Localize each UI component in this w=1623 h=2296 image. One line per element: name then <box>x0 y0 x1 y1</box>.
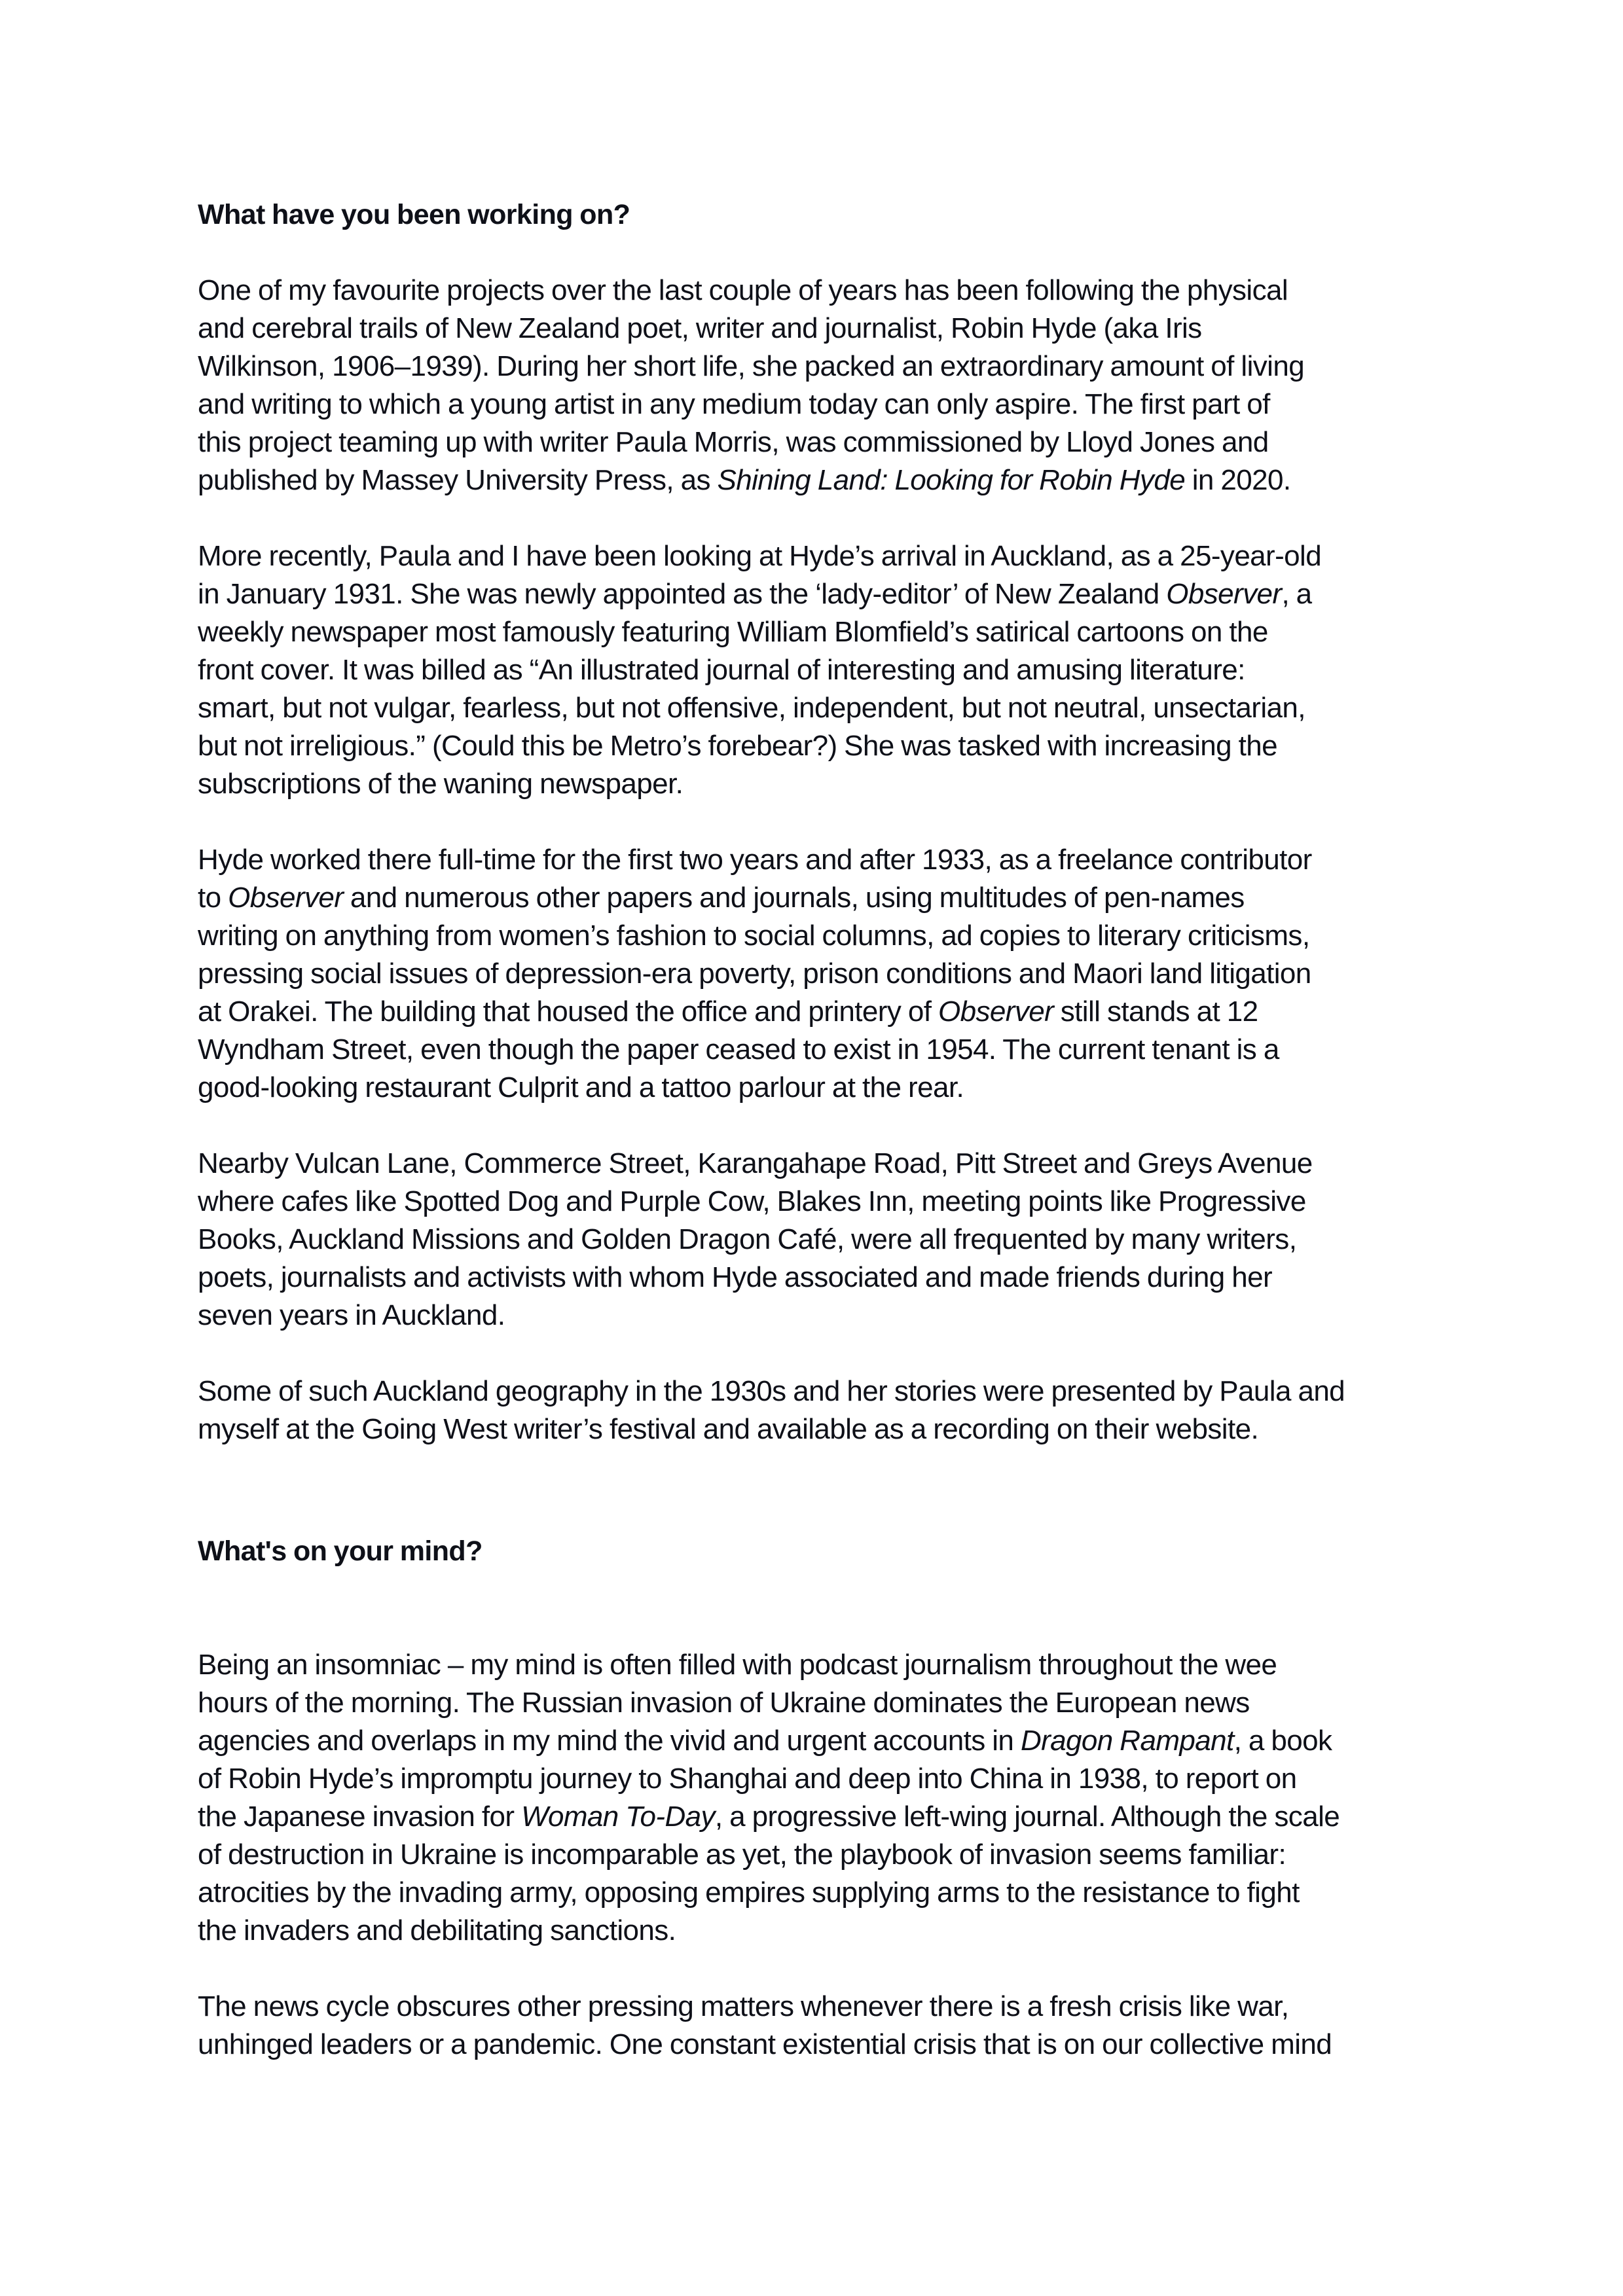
paragraph-line <box>198 917 1309 955</box>
italic-title-text: Dragon Rampant <box>1020 1724 1234 1757</box>
body-text: Books, Auckland Missions and Golden Dragon Café, were all frequented by many writers, <box>198 1223 1297 1255</box>
paragraph-line <box>198 461 1290 499</box>
paragraph-line <box>198 423 1269 461</box>
body-text: of destruction in Ukraine is incomparable as yet, the playbook of invasion seems familiar: <box>198 1838 1286 1871</box>
paragraph-line <box>198 1836 1286 1874</box>
section-heading: What's on your mind? <box>198 1535 483 1567</box>
paragraph-line <box>198 727 1277 765</box>
paragraph-line <box>198 1031 1279 1069</box>
italic-title-text: Observer <box>228 882 344 914</box>
body-text: , a book <box>1233 1724 1332 1757</box>
body-text: and numerous other papers and journals, using multitudes of pen-names <box>343 882 1245 914</box>
paragraph-line <box>198 1069 964 1107</box>
paragraph-line <box>198 1183 1306 1221</box>
body-text: Hyde worked there full-time for the first two years and after 1933, as a freelance contributor <box>198 844 1312 876</box>
body-text: smart, but not vulgar, fearless, but not offensive, independent, but not neutral, unsectarian, <box>198 692 1305 724</box>
body-text: Being an insomniac – my mind is often filled with podcast journalism throughout the wee <box>198 1648 1277 1681</box>
paragraph-line <box>198 1259 1272 1297</box>
paragraph-line <box>198 575 1312 613</box>
body-text: where cafes like Spotted Dog and Purple Cow, Blakes Inn, meeting points like Progressive <box>198 1185 1306 1217</box>
body-text: good-looking restaurant Culprit and a tattoo parlour at the rear. <box>198 1071 964 1103</box>
body-text: agencies and overlaps in my mind the vivid and urgent accounts in <box>198 1724 1021 1757</box>
body-text: More recently, Paula and I have been looking at Hyde’s arrival in Auckland, as a 25-year-old <box>198 540 1322 572</box>
paragraph-line <box>198 689 1305 727</box>
body-text: Nearby Vulcan Lane, Commerce Street, Karangahape Road, Pitt Street and Greys Avenue <box>198 1147 1313 1179</box>
body-text: Wilkinson, 1906–1939). During her short life, she packed an extraordinary amount of living <box>198 350 1305 382</box>
body-text: published by Massey University Press, as <box>198 464 718 496</box>
paragraph-line <box>198 1297 505 1335</box>
body-text: writing on anything from women’s fashion to social columns, ad copies to literary criticisms, <box>198 920 1310 952</box>
paragraph-line <box>198 2026 1332 2064</box>
body-text: and cerebral trails of New Zealand poet, writer and journalist, Robin Hyde (aka Iris <box>198 312 1202 344</box>
paragraph-line <box>198 1722 1332 1760</box>
paragraph-line <box>198 955 1311 993</box>
paragraph-line <box>198 1912 676 1950</box>
paragraph-line <box>198 765 683 803</box>
body-text: unhinged leaders or a pandemic. One constant existential crisis that is on our collective mind <box>198 2028 1332 2060</box>
body-text: still stands at 12 <box>1053 996 1258 1028</box>
body-text: front cover. It was billed as “An illustrated journal of interesting and amusing literature: <box>198 654 1245 686</box>
italic-title-text: Woman To-Day <box>521 1800 715 1833</box>
body-text: weekly newspaper most famously featuring William Blomfield’s satirical cartoons on the <box>198 616 1268 648</box>
body-text: and writing to which a young artist in any medium today can only aspire. The first part of <box>198 388 1270 420</box>
body-text: seven years in Auckland. <box>198 1299 505 1331</box>
paragraph-line <box>198 272 1288 310</box>
body-text: in January 1931. She was newly appointed as the ‘lady-editor’ of New Zealand <box>198 578 1167 610</box>
section-heading: What have you been working on? <box>198 199 630 230</box>
body-text: at Orakei. The building that housed the office and printery of <box>198 996 938 1028</box>
body-text: hours of the morning. The Russian invasion of Ukraine dominates the European news <box>198 1686 1250 1719</box>
italic-title-text: Shining Land: Looking for Robin Hyde <box>717 464 1186 496</box>
paragraph-line <box>198 310 1202 348</box>
paragraph-line <box>198 993 1258 1031</box>
italic-title-text: Observer <box>938 996 1054 1028</box>
paragraph-line <box>198 613 1268 651</box>
italic-title-text: Observer <box>1166 578 1282 610</box>
body-text: the Japanese invasion for <box>198 1800 522 1833</box>
body-text: One of my favourite projects over the last couple of years has been following the physical <box>198 274 1288 306</box>
body-text: poets, journalists and activists with whom Hyde associated and made friends during her <box>198 1261 1273 1293</box>
body-text: myself at the Going West writer’s festival and available as a recording on their website. <box>198 1413 1259 1445</box>
body-text: in 2020. <box>1185 464 1291 496</box>
paragraph-line <box>198 841 1312 879</box>
paragraph-line <box>198 1145 1313 1183</box>
body-text: of Robin Hyde’s impromptu journey to Shanghai and deep into China in 1938, to report on <box>198 1762 1297 1795</box>
paragraph-line <box>198 537 1321 575</box>
body-text: Some of such Auckland geography in the 1930s and her stories were presented by Paula and <box>198 1375 1345 1407</box>
body-text: atrocities by the invading army, opposing empires supplying arms to the resistance to fight <box>198 1876 1300 1909</box>
paragraph-line <box>198 1760 1296 1798</box>
body-text: to <box>198 882 228 914</box>
paragraph-line <box>198 1372 1345 1410</box>
paragraph-line <box>198 1988 1288 2026</box>
body-text: , a <box>1281 578 1312 610</box>
body-text: Wyndham Street, even though the paper ceased to exist in 1954. The current tenant is a <box>198 1033 1279 1066</box>
paragraph-line <box>198 1410 1258 1448</box>
paragraph-line <box>198 1684 1250 1722</box>
body-text: but not irreligious.” (Could this be Metro’s forebear?) She was tasked with increasing the <box>198 730 1278 762</box>
body-text: this project teaming up with writer Paula Morris, was commissioned by Lloyd Jones and <box>198 426 1269 458</box>
paragraph-line <box>198 1646 1277 1684</box>
paragraph-line <box>198 1874 1300 1912</box>
body-text: pressing social issues of depression-era poverty, prison conditions and Maori land litigation <box>198 958 1311 990</box>
body-text: subscriptions of the waning newspaper. <box>198 768 684 800</box>
body-text: the invaders and debilitating sanctions. <box>198 1914 676 1946</box>
paragraph-line <box>198 651 1245 689</box>
body-text: The news cycle obscures other pressing matters whenever there is a fresh crisis like war, <box>198 1990 1289 2022</box>
paragraph-line <box>198 879 1245 917</box>
body-text: , a progressive left-wing journal. Although the scale <box>714 1800 1340 1833</box>
paragraph-line <box>198 386 1270 423</box>
paragraph-line <box>198 348 1304 386</box>
paragraph-line <box>198 1221 1296 1259</box>
paragraph-line <box>198 1798 1340 1836</box>
